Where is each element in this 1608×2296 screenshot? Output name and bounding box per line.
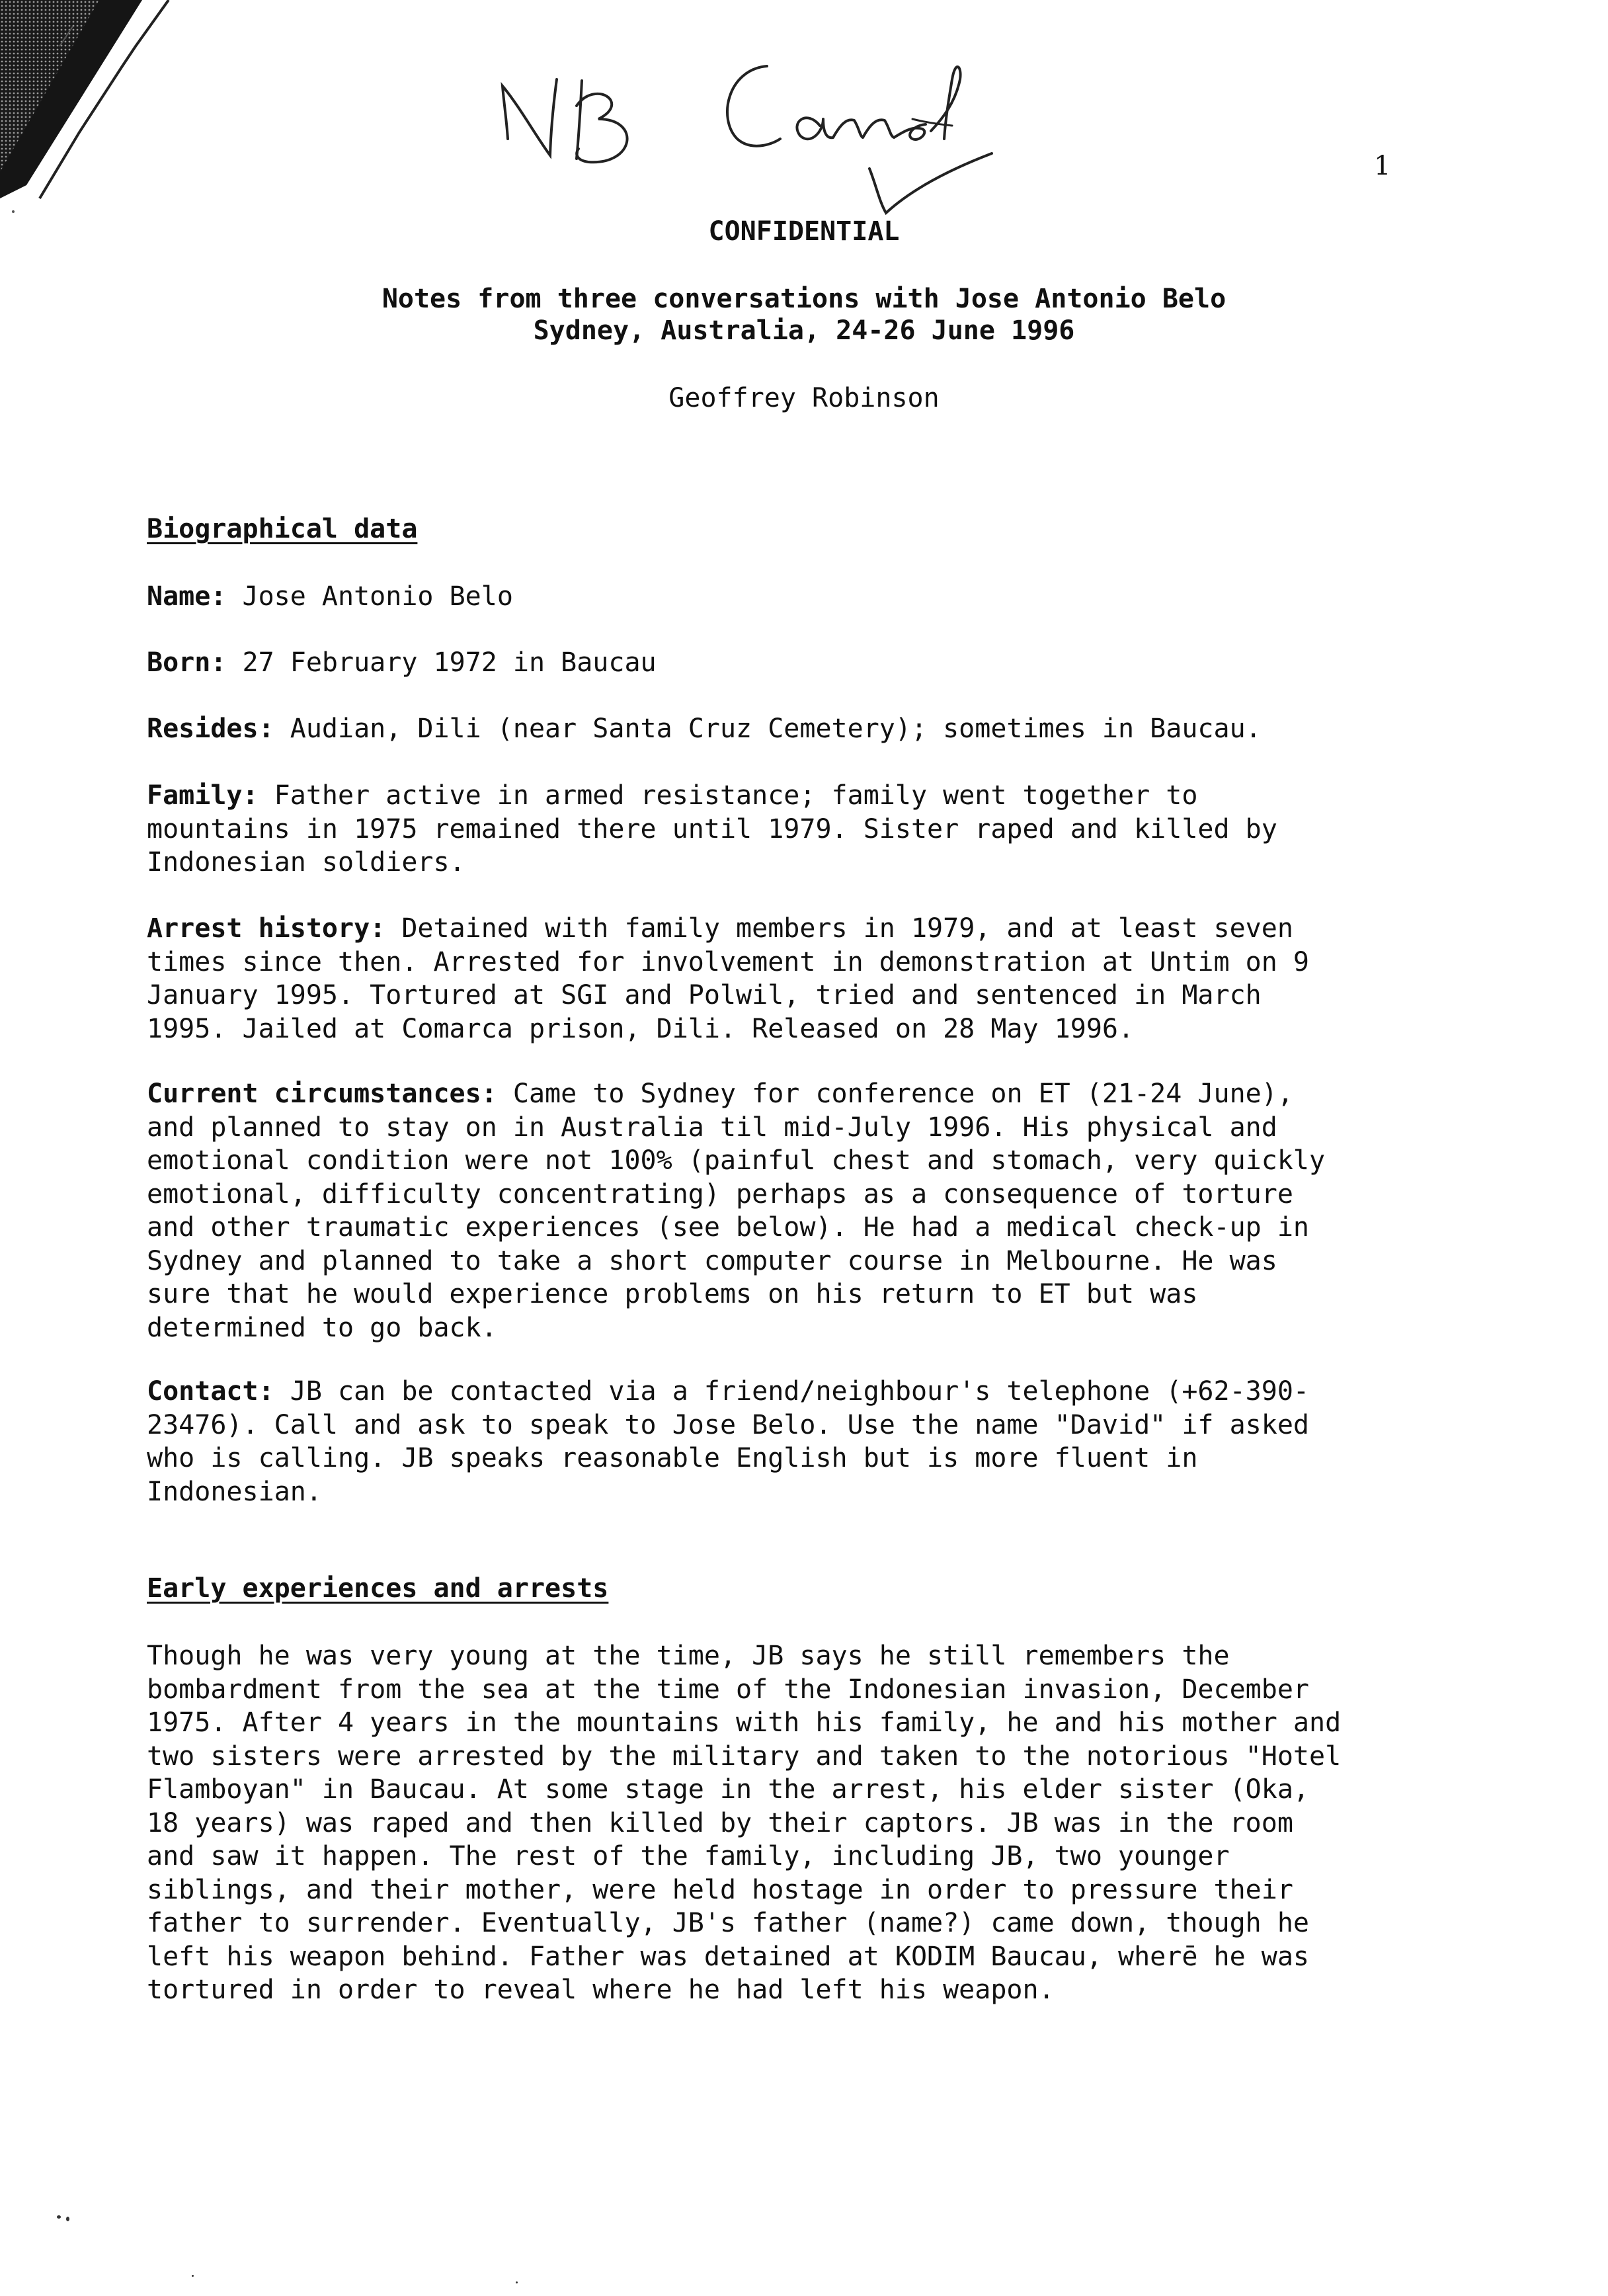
contact-value: JB can be contacted via a friend/neighbour's telephone (+62-390- 23476). Call and ask to speak to Jose Belo. Use the name "David" if asked who is calling. JB speaks reasonable English but is more fluent in Indonesian.	[147, 1376, 1309, 1507]
family-entry	[147, 779, 1463, 880]
name-entry	[147, 580, 1463, 614]
scan-speck	[192, 2275, 194, 2277]
handwritten-note	[489, 40, 1058, 225]
arrest-history-value: Detained with family members in 1979, and at least seven times since then. Arrested for involvement in demonstration at Untim on 9 January 1995. Tortured at SGI and Polwil, tried and sentenced in March 1995. Jailed at Comarca prison, Dili. Released on 28 May 1996.	[147, 913, 1309, 1044]
contact-entry	[147, 1375, 1463, 1508]
born-entry	[147, 646, 1463, 680]
document-title-line1: Notes from three conversations with Jose Antonio Belo	[382, 284, 1226, 314]
resides-value: Audian, Dili (near Santa Cruz Cemetery); sometimes in Baucau.	[274, 714, 1262, 744]
current-circumstances-value: Came to Sydney for conference on ET (21-24 June), and planned to stay on in Australia til mid-July 1996. His physical and emotional condition were not 100% (painful chest and stomach, very quickly emotional, difficulty concentrating) perhaps as a consequence of torture and other traumatic experiences (see below). He had a medical check-up in Sydney and planned to take a short computer course in Melbourne. He was sure that he would experience problems on his return to ET but was determined to go back.	[147, 1079, 1326, 1343]
current-circumstances-entry	[147, 1077, 1463, 1344]
contact-label: Contact:	[147, 1376, 274, 1407]
resides-entry	[147, 712, 1463, 746]
confidential-label: CONFIDENTIAL	[708, 216, 900, 247]
scan-speck	[66, 2217, 69, 2221]
name-label: Name:	[147, 581, 227, 612]
early-experiences-paragraph: Though he was very young at the time, JB says he still remembers the bombardment from the sea at the time of the Indonesian invasion, December 1975. After 4 years in the mountains with his family, he and his mother and two sisters were arrested by the military and taken to the notorious "Hotel Flamboyan" in Baucau. At some stage in the arrest, his elder sister (Oka, 18 years) was raped and then killed by their captors. JB was in the room and saw it happen. The rest of the family, including JB, two younger siblings, and their mother, were held hostage in order to pressure their father to surrender. Eventually, JB's father (name?) came down, though he left his weapon behind. Father was detained at KODIM Baucau, wherē he was tortured in order to reveal where he had left his weapon.	[147, 1641, 1342, 2005]
biographical-data-heading: Biographical data	[147, 514, 418, 544]
scan-speck	[57, 2215, 61, 2219]
scan-speck	[516, 2281, 518, 2283]
arrest-history-entry	[147, 912, 1463, 1046]
page-number: 1	[1374, 151, 1391, 181]
author-name: Geoffrey Robinson	[668, 383, 940, 413]
born-label: Born:	[147, 647, 227, 678]
current-circumstances-label: Current circumstances:	[147, 1079, 497, 1109]
resides-label: Resides:	[147, 714, 274, 744]
name-value: Jose Antonio Belo	[226, 581, 513, 612]
family-label: Family:	[147, 780, 259, 811]
arrest-history-label: Arrest history:	[147, 913, 386, 944]
family-value: Father active in armed resistance; family went together to mountains in 1975 remained there until 1979. Sister raped and killed by Indonesian soldiers.	[147, 780, 1277, 878]
document-title-line2: Sydney, Australia, 24-26 June 1996	[533, 315, 1075, 346]
scan-corner-shadow	[0, 0, 179, 218]
early-experiences-heading: Early experiences and arrests	[147, 1573, 609, 1604]
born-value: 27 February 1972 in Baucau	[226, 647, 657, 678]
